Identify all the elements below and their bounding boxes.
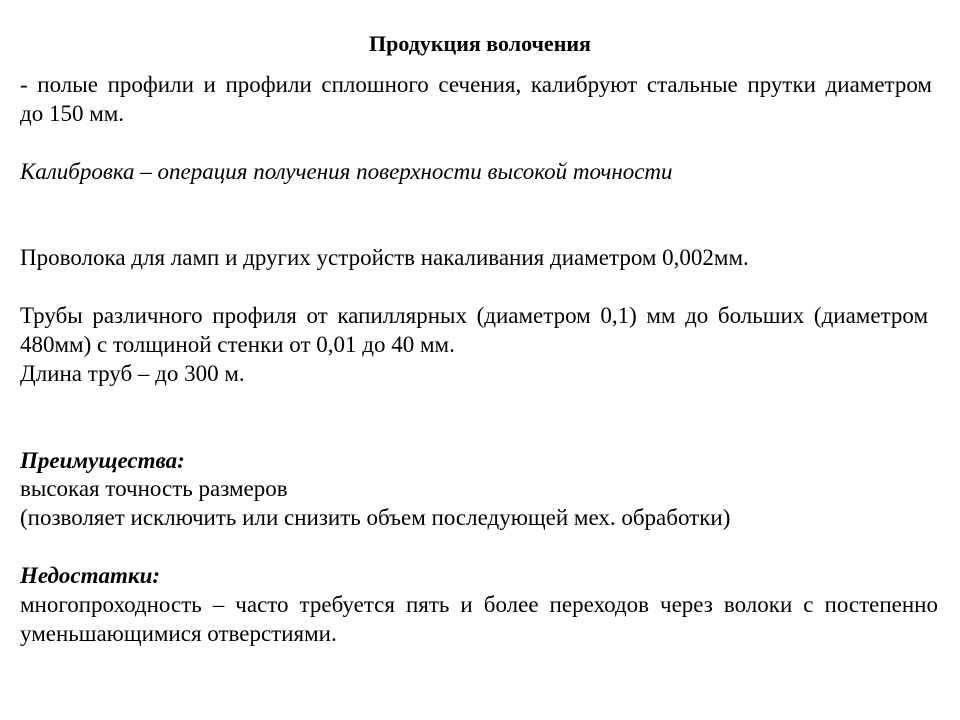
products-line-1: - полые профили и профили сплошного сечения, калибруют стальные прутки диаметром — [20, 72, 932, 97]
disadvantages-heading: Недостатки: — [20, 563, 161, 589]
blank-line — [20, 389, 938, 418]
blank-line — [20, 418, 938, 447]
blank-line — [20, 129, 938, 158]
disadvantages-line-1: многопроходность – часто требуется пять и более переходов через волоки с постепенно — [20, 592, 938, 618]
calibration-definition: Калибровка – операция получения поверхности высокой точности — [20, 158, 673, 184]
blank-line — [20, 533, 938, 562]
products-line-2: до 150 мм. — [20, 100, 125, 126]
advantages-line-2: (позволяет исключить или снизить объем последующей мех. обработки) — [20, 505, 731, 531]
advantages-line-1: высокая точность размеров — [20, 476, 288, 502]
document-body — [20, 71, 938, 649]
page-title: Продукция волочения — [369, 31, 591, 56]
tubes-line-2: 480мм) с толщиной стенки от 0,01 до 40 мм. — [20, 332, 455, 358]
disadvantages-line-2: уменьшающимися отверстиями. — [20, 620, 337, 646]
tube-length-line: Длина труб – до 300 м. — [20, 360, 245, 386]
blank-line — [20, 215, 938, 244]
blank-line — [20, 273, 938, 302]
tubes-line-1: Трубы различного профиля от капиллярных (диаметром 0,1) мм до больших (диаметром — [20, 303, 928, 329]
blank-line — [20, 187, 938, 216]
wire-line: Проволока для ламп и других устройств накаливания диаметром 0,002мм. — [20, 245, 749, 271]
advantages-heading: Преимущества: — [20, 447, 185, 473]
